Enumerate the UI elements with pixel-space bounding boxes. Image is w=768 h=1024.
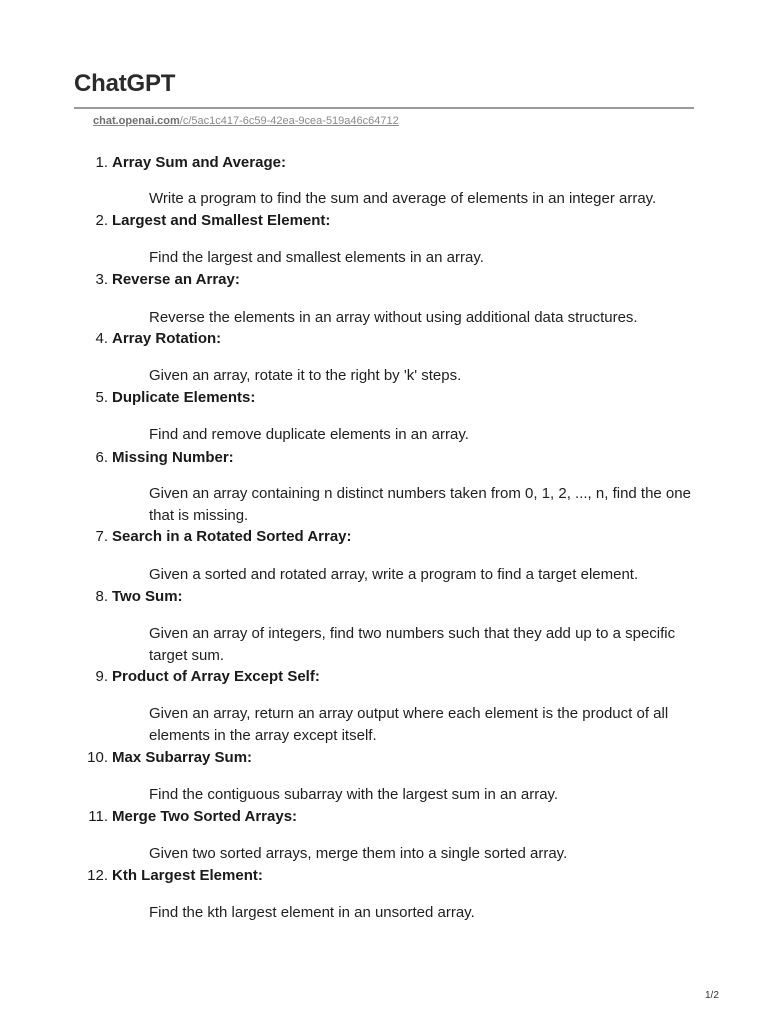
item-description: Write a program to find the sum and average of elements in an integer array. xyxy=(149,190,657,207)
item-number: 9. xyxy=(95,668,108,685)
item-description: Find the kth largest element in an unsorted array. xyxy=(149,904,475,921)
item-title: Array Sum and Average: xyxy=(112,154,286,171)
item-description: Given an array, rotate it to the right by 'k' steps. xyxy=(149,367,462,384)
item-title: Two Sum: xyxy=(112,588,183,605)
item-title: Duplicate Elements: xyxy=(112,389,256,406)
item-title: Search in a Rotated Sorted Array: xyxy=(112,528,352,545)
item-number: 6. xyxy=(95,449,108,466)
item-title: Product of Array Except Self: xyxy=(112,668,320,685)
item-description: Find the largest and smallest elements in an array. xyxy=(149,249,484,266)
item-description: Given an array of integers, find two numbers such that they add up to a specific target sum. xyxy=(149,625,676,664)
item-number: 2. xyxy=(95,212,108,229)
source-url-path[interactable]: /c/5ac1c417-6c59-42ea-9cea-519a46c64712 xyxy=(179,115,399,127)
page-number: 1/2 xyxy=(705,990,719,1001)
item-title: Missing Number: xyxy=(112,449,234,466)
item-description: Given two sorted arrays, merge them into a single sorted array. xyxy=(149,845,568,862)
item-number: 8. xyxy=(95,588,108,605)
item-number: 4. xyxy=(95,330,108,347)
item-description: Reverse the elements in an array without using additional data structures. xyxy=(149,309,638,326)
item-number: 5. xyxy=(95,389,108,406)
item-description: Find and remove duplicate elements in an array. xyxy=(149,426,469,443)
page-title: ChatGPT xyxy=(74,70,176,97)
item-title: Kth Largest Element: xyxy=(112,867,263,884)
item-title: Max Subarray Sum: xyxy=(112,749,253,766)
item-description: Find the contiguous subarray with the largest sum in an array. xyxy=(149,786,559,803)
item-description: Given an array, return an array output where each element is the product of all elements in the array except itself. xyxy=(149,705,669,744)
item-description: Given a sorted and rotated array, write a program to find a target element. xyxy=(149,566,639,583)
item-description: Given an array containing n distinct numbers taken from 0, 1, 2, ..., n, find the one that is missing. xyxy=(149,485,691,524)
item-title: Merge Two Sorted Arrays: xyxy=(112,808,298,825)
item-number: 7. xyxy=(95,528,108,545)
item-title: Largest and Smallest Element: xyxy=(112,212,331,229)
item-number: 12. xyxy=(87,867,108,884)
source-url-domain[interactable]: chat.openai.com xyxy=(93,115,180,127)
item-number: 10. xyxy=(87,749,108,766)
item-number: 11. xyxy=(88,808,108,825)
item-number: 3. xyxy=(95,271,108,288)
item-title: Reverse an Array: xyxy=(112,271,240,288)
item-number: 1. xyxy=(95,154,108,171)
item-title: Array Rotation: xyxy=(112,330,222,347)
